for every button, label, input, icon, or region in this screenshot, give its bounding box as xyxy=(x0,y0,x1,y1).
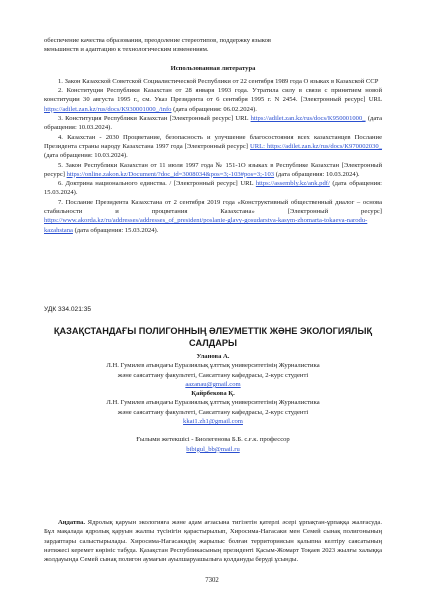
author-affiliation: Л.Н. Гумилев атындағы Еуразиялық ұлттық университетінің Журналистика xyxy=(106,399,320,407)
abstract-label: Аңдатпа. xyxy=(58,519,86,526)
abstract-paragraph xyxy=(44,518,382,564)
reference-link[interactable]: https://assembly.kz/ank.pdf/ xyxy=(255,180,330,188)
authors-block xyxy=(44,352,382,454)
abstract-section xyxy=(44,518,382,564)
reference-item: 3. Конституция Республики Казахстан [Электронный ресурс] URL https://adilet.zan.kz/rus/docs/K950001000_ (дата обращения: 10.03.2024). xyxy=(44,115,383,132)
abstract-text: Ядролық қаруын экологияға және адам ағзасына тигізетін қатерлі әсері ұрпақтан-ұрпаққа жалғасуда. Бұл мақалада ядролық қаруын жалпы түсінігін қарастырылып, Хиросима-Нагасаки мен Семей сынақ полигонының зардаптары салыстырылады. Хиросима-Нагасакидің жарылыс болған территориясын қалыпна келтіру саясатының нәтижесі керемет көрініс табуда. Қазақстан Республикасының президенті Қасым-Жомарт Тоқаев 2023 жылғы халыққа жолдауында Семей сынақ полигон аумағын ауылшаруашылыға қолдануды беруді ұсынды. xyxy=(44,519,382,564)
article-title xyxy=(44,325,382,349)
intro-line-1: обеспечение качества образования, преодоление стереотипов, поддержку языков xyxy=(44,37,272,44)
reference-item: 7. Послание Президента Казахстана от 2 сентября 2019 года «Конструктивный общественный диалог – основа стабильности и процветания Казахстана» [Электронный ресурс] https://www.akorda.kz/ru/addresses/addresses_of_president/poslanie-glavy-gosudarstva-kasym-zhomarta-tokaeva-narodu-kazahstana (дата обращения: 15.03.2024). xyxy=(44,198,382,234)
reference-item: 1. Закон Казахской Советской Социалистической Республики от 22 сентября 1989 года О языках в Казахской ССР xyxy=(58,77,379,85)
supervisor-email[interactable]: bibigul_bb@mail.ru xyxy=(186,445,240,453)
reference-link[interactable]: https://www.akorda.kz/ru/addresses/addresses_of_president/poslanie-glavy-gosudarstva-kasym-zhomarta-tokaeva-narodu-kazahstana xyxy=(44,217,368,234)
references-section xyxy=(44,36,382,235)
title-line-2: САЛДАРЫ xyxy=(189,338,237,348)
author-affiliation: Л.Н. Гумилев атындағы Еуразиялық ұлттық университетінің Журналистика xyxy=(106,362,320,370)
udk-code: УДК 334.021:35 xyxy=(44,306,92,313)
author-name: Қайрбекова Қ. xyxy=(191,390,235,398)
page-number: 7302 xyxy=(205,577,219,584)
author-email[interactable]: aazanau@gmail.com xyxy=(185,380,241,388)
reference-link[interactable]: https://adilet.zan.kz/rus/docs/K950001000_ xyxy=(250,115,366,123)
reference-item: 4. Казахстан - 2030 Процветание, безопасность и улучшение благосостояния всех казахстанцев Послание Президента страны народу Казахстана 1997 года [Электронный ресурс] URL: https://adilet.zan.kz/rus/docs/K970002030_ (дата обращения: 10.03.2024). xyxy=(44,133,382,160)
reference-item: 2. Конституция Республики Казахстан от 28 января 1993 года. Утратила силу в связи с принятием новой конституции 30 августа 1995 г., см. Указ Президента от 6 сентября 1995 г. N 2454. [Электронный ресурс] URL https://adilet.zan.kz/rus/docs/K930001000_/info (дата обращения: 06.02.2024). xyxy=(44,87,382,113)
author-email[interactable]: kkai1.zh1@gmail.com xyxy=(183,418,243,426)
reference-link[interactable]: https://adilet.zan.kz/rus/docs/K930001000_/info xyxy=(44,105,172,113)
reference-item: 5. Закон Республики Казахстан от 11 июля 1997 года № 151-1О языках в Республике Казахстан [Электронный ресурс] https://online.zakon.kz/Document/?doc_id=3008034&pos=3;-103#pos=3;-103 (дата обращения: 10.03.2024). xyxy=(44,161,382,178)
reference-link[interactable]: https://online.zakon.kz/Document/?doc_id=3008034&pos=3;-103#pos=3;-103 xyxy=(66,170,275,178)
reference-item: 6. Доктрина национального единства. / [Электронный ресурс] URL https://assembly.kz/ank.pdf/ (дата обращения: 15.03.2024). xyxy=(44,180,382,197)
title-line-1: ҚАЗАҚСТАНДАҒЫ ПОЛИГОННЫҢ ӘЛЕУМЕТТІК ЖӘНЕ ЭКОЛОГИЯЛЫҚ xyxy=(53,326,373,336)
references-heading: Использованная литература xyxy=(170,64,256,72)
supervisor-line: Ғылыми жетекшісі - Биолегенова Б.Б. с.ғ.к. профессор xyxy=(136,436,290,444)
author-affiliation: және саясаттану факультеті, Саясаттану кафедрасы, 2-курс студенті xyxy=(117,371,309,379)
author-affiliation: және саясаттану факультеті, Саясаттану кафедрасы, 2-курс студенті xyxy=(117,408,309,416)
author-name: Уланова А. xyxy=(196,353,230,360)
intro-line-2: меньшинств и адаптацию к технологическим изменениям. xyxy=(44,46,209,54)
reference-link[interactable]: URL: https://adilet.zan.kz/rus/docs/K970002030_ xyxy=(249,142,382,150)
